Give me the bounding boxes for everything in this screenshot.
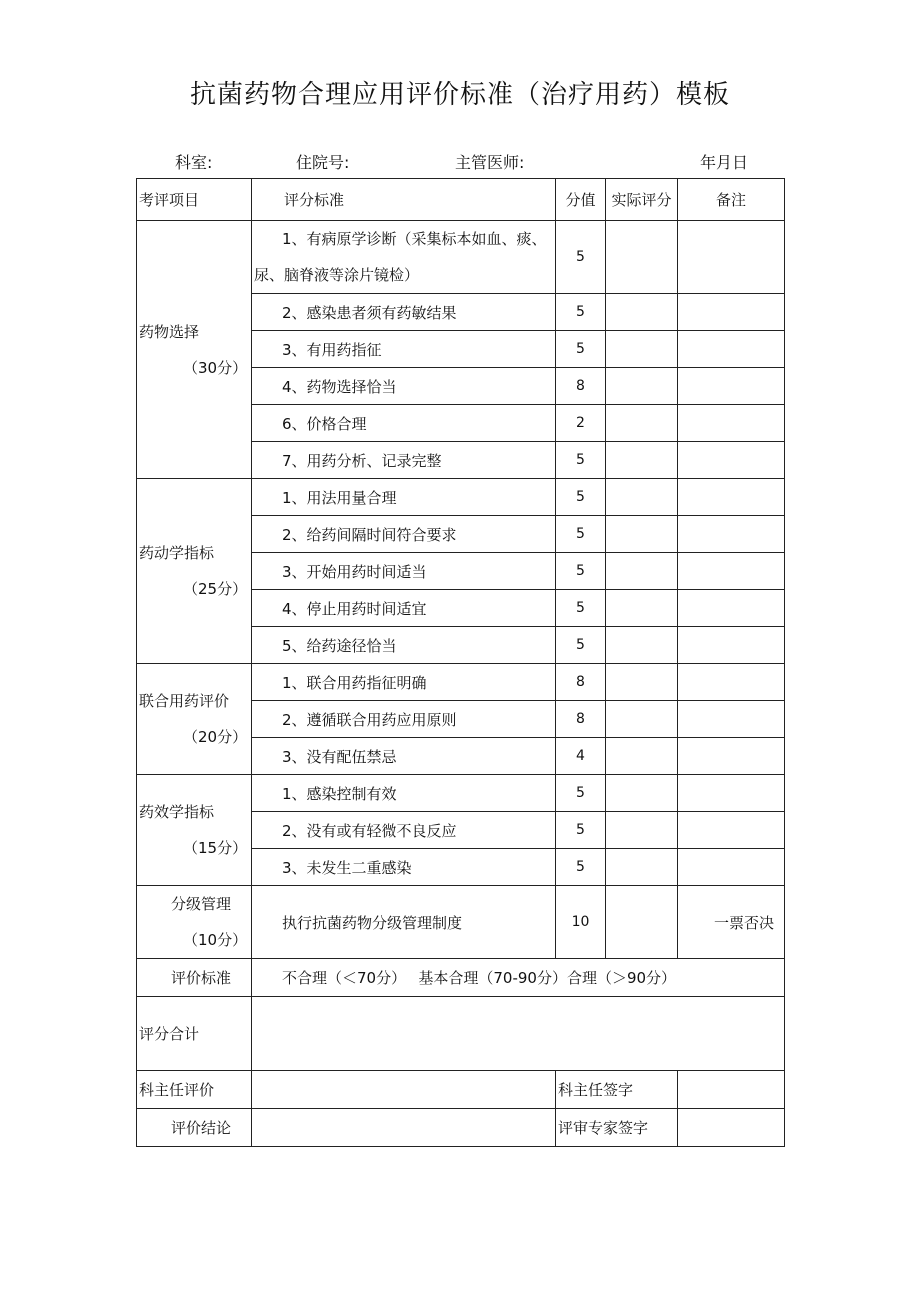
page-title: 抗菌药物合理应用评价标准（治疗用药）模板: [189, 80, 730, 110]
score-cell: 5: [556, 849, 606, 886]
note-cell[interactable]: [678, 849, 785, 886]
note-cell[interactable]: [678, 221, 785, 294]
actual-score-cell[interactable]: [606, 627, 678, 664]
actual-score-cell[interactable]: [606, 479, 678, 516]
score-cell: 5: [556, 221, 606, 294]
category-cell: [137, 664, 252, 775]
note-cell[interactable]: [678, 664, 785, 701]
score-cell: 5: [556, 553, 606, 590]
criteria-cell: 3、有用药指征: [252, 331, 556, 368]
actual-score-cell[interactable]: [606, 701, 678, 738]
note-cell[interactable]: [678, 479, 785, 516]
total-label: 评分合计: [137, 997, 252, 1071]
director-eval-label: 科主任评价: [137, 1071, 252, 1109]
admission-no-label: 住院号:: [296, 153, 350, 172]
score-cell: 10: [556, 886, 606, 959]
note-cell[interactable]: [678, 812, 785, 849]
score-cell: 5: [556, 479, 606, 516]
criteria-cell: 1、感染控制有效: [252, 775, 556, 812]
table-row: [137, 479, 785, 516]
score-cell: 5: [556, 590, 606, 627]
table-row: [137, 1109, 785, 1147]
note-cell: 一票否决: [678, 886, 785, 959]
criteria-cell: 4、停止用药时间适宜: [252, 590, 556, 627]
note-cell[interactable]: [678, 294, 785, 331]
director-eval-value[interactable]: [252, 1071, 556, 1109]
score-cell: 5: [556, 812, 606, 849]
score-cell: 5: [556, 627, 606, 664]
score-cell: 5: [556, 442, 606, 479]
actual-score-cell[interactable]: [606, 405, 678, 442]
dept-label: 科室:: [175, 153, 213, 172]
header-item: 考评项目: [137, 179, 252, 221]
criteria-cell: 3、未发生二重感染: [252, 849, 556, 886]
category-cell: [137, 775, 252, 886]
header-actual: 实际评分: [606, 179, 678, 221]
header-note: 备注: [678, 179, 785, 221]
expert-sign-value[interactable]: [678, 1109, 785, 1147]
criteria-cell: 3、开始用药时间适当: [252, 553, 556, 590]
criteria-cell: 3、没有配伍禁忌: [252, 738, 556, 775]
actual-score-cell[interactable]: [606, 331, 678, 368]
score-cell: 8: [556, 701, 606, 738]
table-row: [137, 221, 785, 294]
score-cell: 5: [556, 775, 606, 812]
score-cell: 8: [556, 368, 606, 405]
category-name: 药效学指标: [139, 803, 215, 821]
date-label: 年月日: [700, 153, 749, 172]
category-points: （25分）: [183, 580, 248, 598]
category-points: （10分）: [183, 931, 248, 949]
doctor-label: 主管医师:: [455, 153, 525, 172]
score-cell: 8: [556, 664, 606, 701]
criteria-cell: 2、遵循联合用药应用原则: [252, 701, 556, 738]
note-cell[interactable]: [678, 590, 785, 627]
table-row: [137, 775, 785, 812]
evaluation-table: [136, 178, 785, 1147]
note-cell[interactable]: [678, 553, 785, 590]
criteria-line: 尿、脑脊液等涂片镜检）: [254, 266, 420, 284]
actual-score-cell[interactable]: [606, 775, 678, 812]
table-header-row: [137, 179, 785, 221]
eval-standard-label: 评价标准: [137, 959, 252, 997]
score-cell: 5: [556, 331, 606, 368]
note-cell[interactable]: [678, 701, 785, 738]
criteria-cell: 6、价格合理: [252, 405, 556, 442]
actual-score-cell[interactable]: [606, 221, 678, 294]
category-cell: [137, 221, 252, 479]
category-name: 药动学指标: [139, 544, 215, 562]
score-cell: 2: [556, 405, 606, 442]
score-cell: 5: [556, 294, 606, 331]
table-row: [137, 1071, 785, 1109]
director-sign-label: 科主任签字: [556, 1071, 678, 1109]
criteria-cell: 7、用药分析、记录完整: [252, 442, 556, 479]
note-cell[interactable]: [678, 368, 785, 405]
category-cell: [137, 886, 252, 959]
criteria-cell: [252, 221, 556, 294]
actual-score-cell[interactable]: [606, 294, 678, 331]
actual-score-cell[interactable]: [606, 886, 678, 959]
criteria-cell: 1、联合用药指征明确: [252, 664, 556, 701]
actual-score-cell[interactable]: [606, 664, 678, 701]
criteria-cell: 2、没有或有轻微不良反应: [252, 812, 556, 849]
table-row: [137, 959, 785, 997]
category-name: 联合用药评价: [139, 692, 230, 710]
note-cell[interactable]: [678, 738, 785, 775]
director-sign-value[interactable]: [678, 1071, 785, 1109]
criteria-cell: 5、给药途径恰当: [252, 627, 556, 664]
table-row: [137, 664, 785, 701]
criteria-cell: 执行抗菌药物分级管理制度: [252, 886, 556, 959]
category-points: （15分）: [183, 839, 248, 857]
criteria-cell: 4、药物选择恰当: [252, 368, 556, 405]
actual-score-cell[interactable]: [606, 553, 678, 590]
note-cell[interactable]: [678, 775, 785, 812]
score-cell: 4: [556, 738, 606, 775]
note-cell[interactable]: [678, 405, 785, 442]
total-value-cell[interactable]: [252, 997, 785, 1071]
category-name: 药物选择: [139, 322, 200, 341]
eval-standard-text: 不合理（＜70分） 基本合理（70-90分）合理（＞90分）: [252, 959, 785, 997]
conclusion-label: 评价结论: [137, 1109, 252, 1147]
actual-score-cell[interactable]: [606, 849, 678, 886]
actual-score-cell[interactable]: [606, 516, 678, 553]
criteria-cell: 2、感染患者须有药敏结果: [252, 294, 556, 331]
table-row: [137, 997, 785, 1071]
note-cell[interactable]: [678, 627, 785, 664]
category-points: （20分）: [183, 728, 248, 746]
header-criteria: 评分标准: [252, 179, 556, 221]
actual-score-cell[interactable]: [606, 590, 678, 627]
actual-score-cell[interactable]: [606, 368, 678, 405]
actual-score-cell[interactable]: [606, 442, 678, 479]
conclusion-value[interactable]: [252, 1109, 556, 1147]
category-points: （30分）: [183, 358, 248, 377]
criteria-line: 1、有病原学诊断（采集标本如血、痰、: [282, 230, 547, 248]
actual-score-cell[interactable]: [606, 738, 678, 775]
expert-sign-label: 评审专家签字: [556, 1109, 678, 1147]
note-cell[interactable]: [678, 516, 785, 553]
note-cell[interactable]: [678, 331, 785, 368]
note-cell[interactable]: [678, 442, 785, 479]
header-score: 分值: [556, 179, 606, 221]
score-cell: 5: [556, 516, 606, 553]
actual-score-cell[interactable]: [606, 812, 678, 849]
criteria-cell: 2、给药间隔时间符合要求: [252, 516, 556, 553]
table-row: [137, 886, 785, 959]
category-name: 分级管理: [171, 895, 232, 913]
criteria-cell: 1、用法用量合理: [252, 479, 556, 516]
category-cell: [137, 479, 252, 664]
